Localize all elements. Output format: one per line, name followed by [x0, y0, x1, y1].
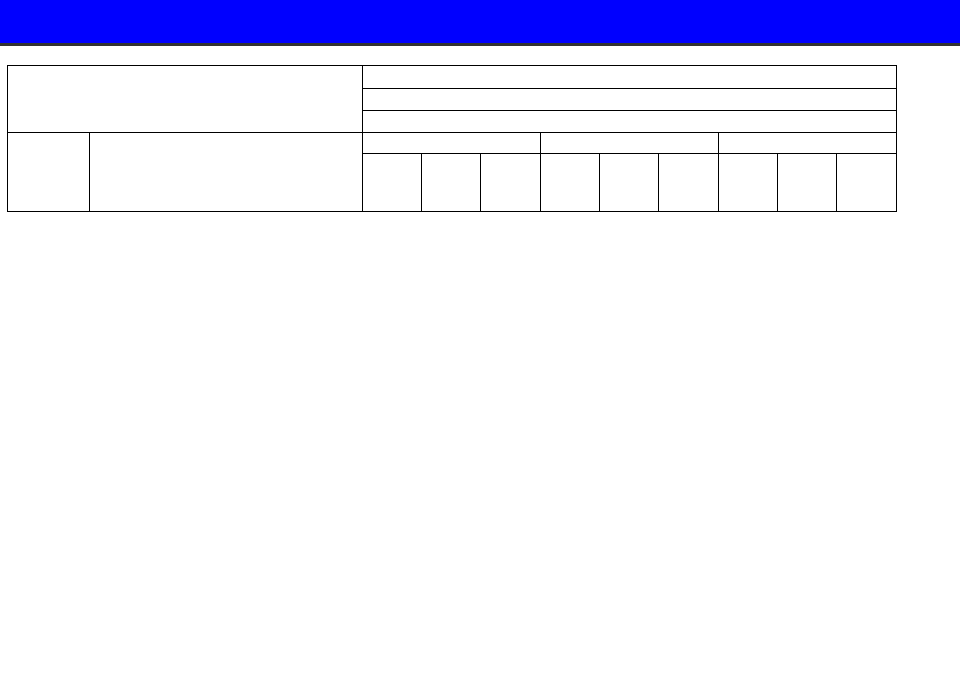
col-written-percent [481, 154, 541, 212]
report-header-bar [0, 0, 960, 43]
table-title-line1 [363, 66, 897, 89]
col-practical-entered [541, 154, 600, 212]
col-total-entered [719, 154, 778, 212]
header-divider [0, 43, 960, 46]
col-written-entered [363, 154, 422, 212]
results-table [7, 65, 897, 212]
col-name-header [90, 133, 363, 212]
col-written-passed [422, 154, 481, 212]
title-spacer [8, 111, 363, 133]
table-title-line2 [363, 89, 897, 111]
title-spacer [8, 89, 363, 111]
col-practical-passed [600, 154, 659, 212]
col-total-diploma [778, 154, 837, 212]
col-code-header [8, 133, 90, 212]
title-spacer [8, 66, 363, 89]
group-total-header [719, 133, 897, 154]
col-total-percent [837, 154, 897, 212]
table-title-line3 [363, 111, 897, 133]
group-written-header [363, 133, 541, 154]
group-practical-header [541, 133, 719, 154]
col-practical-percent [659, 154, 719, 212]
